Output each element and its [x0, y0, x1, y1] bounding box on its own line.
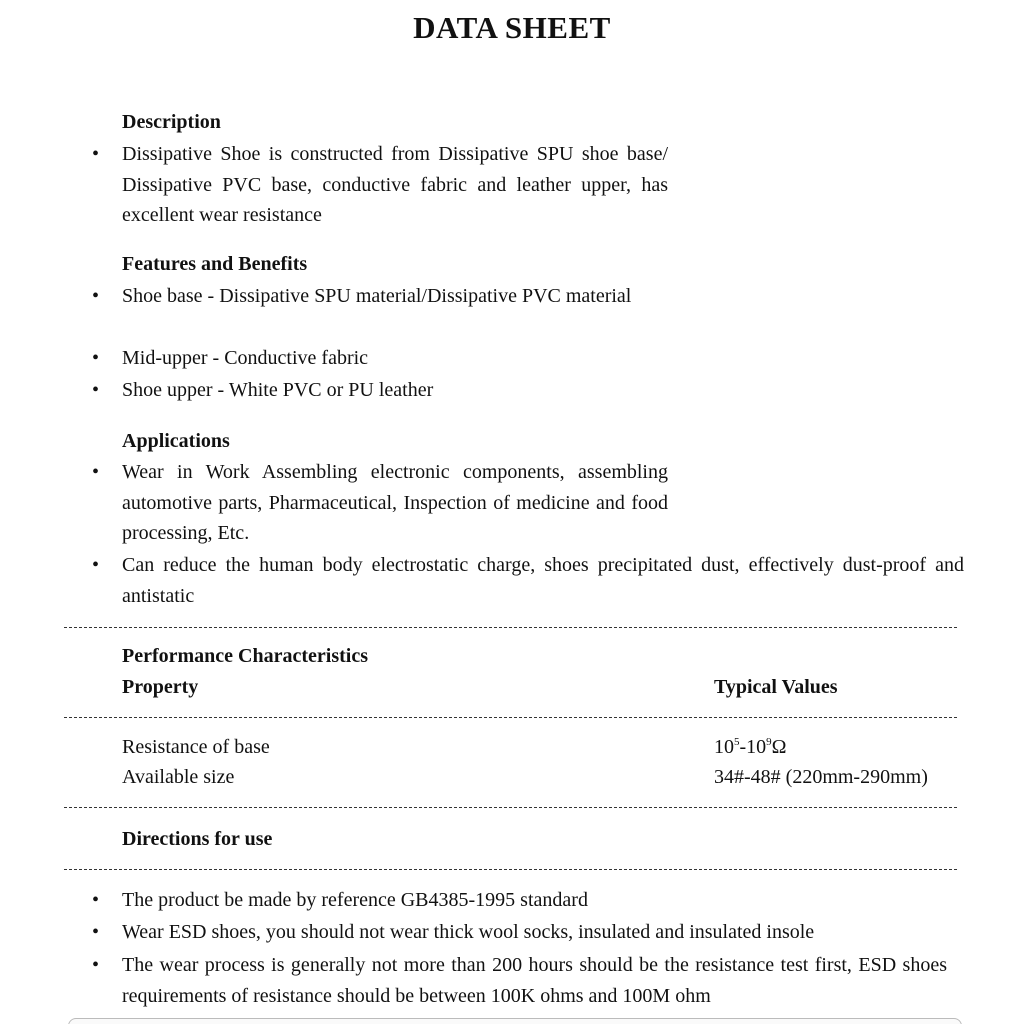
description-item: Dissipative Shoe is constructed from Dissipative SPU shoe base/ Dissipative PVC base, conductive fabric and leather upper, has excellent wear resistance — [122, 143, 668, 226]
property-column-header: Property — [122, 676, 199, 698]
bullet-icon: • — [92, 347, 100, 369]
features-item: Mid-upper - Conductive fabric — [122, 347, 369, 369]
bullet-icon: • — [92, 461, 100, 483]
bullet-icon: • — [92, 921, 100, 943]
property-cell: Resistance of base — [122, 736, 270, 758]
directions-heading: Directions for use — [122, 828, 273, 850]
bullet-icon: • — [92, 954, 100, 976]
bullet-icon: • — [92, 889, 100, 911]
performance-heading: Performance Characteristics — [122, 645, 368, 667]
divider — [64, 869, 957, 870]
bullet-icon: • — [92, 285, 100, 307]
typical-values-column-header: Typical Values — [714, 676, 838, 698]
value-cell: 34#-48# (220mm-290mm) — [714, 766, 928, 788]
directions-item: The product be made by reference GB4385-1995 standard — [122, 889, 588, 911]
applications-item: Can reduce the human body electrostatic charge, shoes precipitated dust, effectively dust-proof and antistatic — [122, 554, 964, 607]
applications-item: Wear in Work Assembling electronic components, assembling automotive parts, Pharmaceutical, Inspection of medicine and food processing, Etc. — [122, 461, 668, 544]
directions-item: The wear process is generally not more than 200 hours should be the resistance test first, ESD shoes requirements of resistance should be between 100K ohms and 100M ohm — [122, 954, 947, 1007]
features-heading: Features and Benefits — [122, 253, 308, 275]
features-item: Shoe upper - White PVC or PU leather — [122, 379, 434, 401]
bullet-icon: • — [92, 379, 100, 401]
page-title: DATA SHEET — [413, 10, 611, 45]
value-cell: $10^5-10^9\Omega$ — [714, 736, 787, 758]
bullet-icon: • — [92, 143, 100, 165]
divider — [64, 717, 957, 718]
applications-heading: Applications — [122, 430, 230, 452]
divider — [64, 807, 957, 808]
directions-item: Wear ESD shoes, you should not wear thick wool socks, insulated and insulated insole — [122, 921, 815, 943]
next-section-frame — [68, 1018, 962, 1024]
features-item: Shoe base - Dissipative SPU material/Dissipative PVC material — [122, 285, 632, 307]
divider — [64, 627, 957, 628]
property-cell: Available size — [122, 766, 235, 788]
bullet-icon: • — [92, 554, 100, 576]
description-heading: Description — [122, 111, 221, 133]
